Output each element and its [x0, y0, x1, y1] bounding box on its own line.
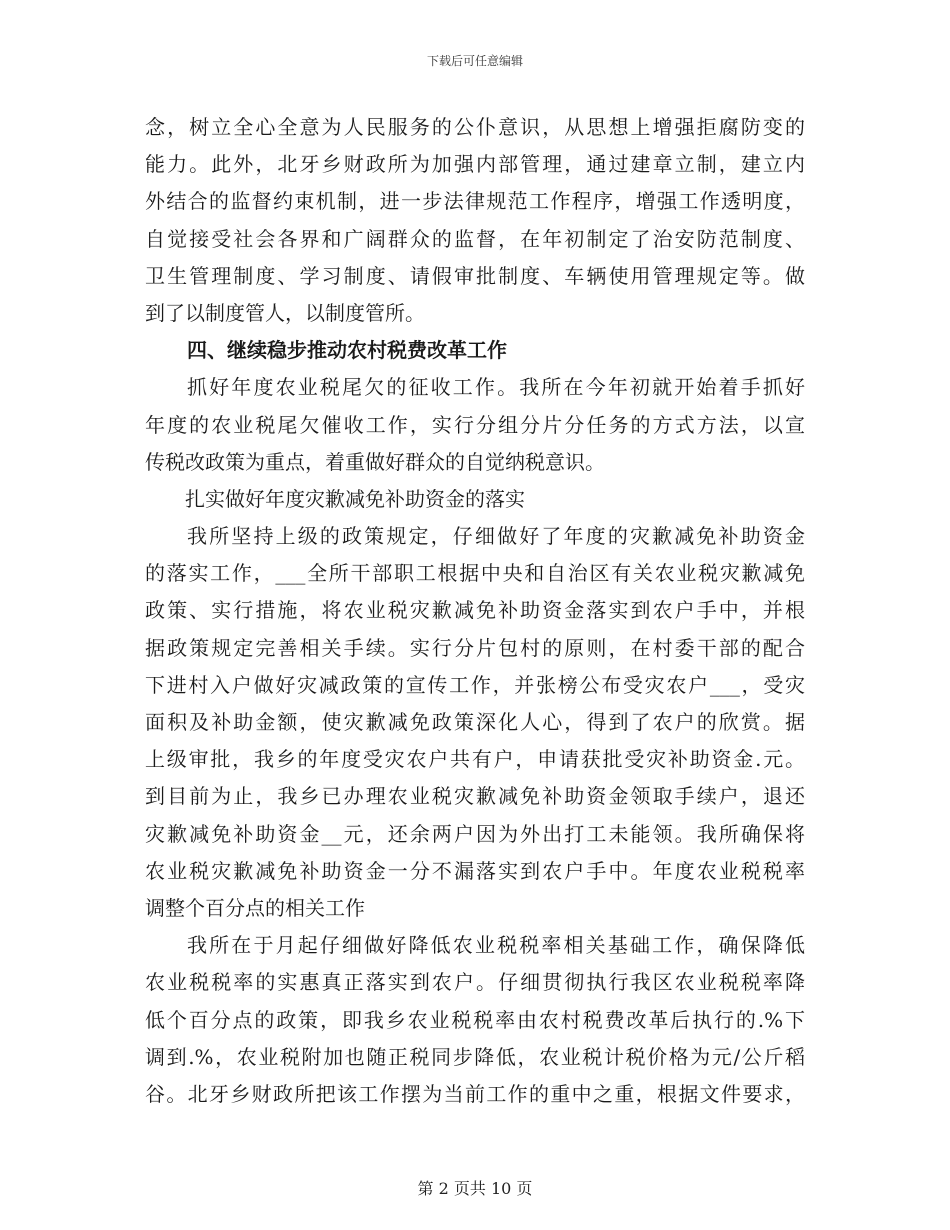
text-line: 上级审批，我乡的年度受灾农户共有户，申请获批受灾补助资金.元。 — [145, 747, 805, 772]
text-line: 的落实工作，___全所干部职工根据中央和自治区有关农业税灾歉减免 — [145, 561, 805, 586]
text-line: 年度的农业税尾欠催收工作，实行分组分片分任务的方式方法，以宣 — [145, 412, 805, 437]
text-line: 卫生管理制度、学习制度、请假审批制度、车辆使用管理规定等。做 — [145, 263, 805, 288]
text-line: 调到.%，农业税附加也随正税同步降低，农业税计税价格为元/公斤稻 — [145, 1044, 805, 1069]
text-line: 面积及补助金额，使灾歉减免政策深化人心，得到了农户的欣赏。据 — [145, 710, 805, 734]
text-line: 谷。北牙乡财政所把该工作摆为当前工作的重中之重，根据文件要求， — [145, 1081, 805, 1106]
text-line: 我所坚持上级的政策规定，仔细做好了年度的灾歉减免补助资金 — [187, 524, 805, 549]
text-line: 能力。此外，北牙乡财政所为加强内部管理，通过建章立制，建立内 — [145, 152, 805, 177]
text-line: 抓好年度农业税尾欠的征收工作。我所在今年初就开始着手抓好 — [187, 375, 805, 400]
document-body — [145, 109, 805, 1113]
text-line: 外结合的监督约束机制，进一步法律规范工作程序，增强工作透明度， — [145, 189, 805, 214]
section-heading: 四、继续稳步推动农村税费改革工作 — [187, 338, 507, 363]
text-line: 自觉接受社会各界和广阔群众的监督，在年初制定了治安防范制度、 — [145, 226, 805, 251]
text-line: 农业税税率的实惠真正落实到农户。仔细贯彻执行我区农业税税率降 — [145, 970, 805, 995]
text-line: 到了以制度管人，以制度管所。 — [145, 300, 425, 325]
text-line: 政策、实行措施，将农业税灾歉减免补助资金落实到农户手中，并根 — [145, 598, 805, 623]
text-line: 我所在于月起仔细做好降低农业税税率相关基础工作，确保降低 — [187, 933, 805, 958]
text-line: 调整个百分点的相关工作 — [145, 895, 365, 920]
text-line: 低个百分点的政策，即我乡农业税税率由农村税费改革后执行的.%下 — [145, 1007, 805, 1032]
text-line: 下进村入户做好灾减政策的宣传工作，并张榜公布受灾农户___，受灾 — [145, 672, 805, 697]
text-line: 据政策规定完善相关手续。实行分片包村的原则，在村委干部的配合 — [145, 635, 805, 660]
text-line: 农业税灾歉减免补助资金一分不漏落实到农户手中。年度农业税税率 — [145, 858, 805, 883]
text-line: 到目前为止，我乡已办理农业税灾歉减免补助资金领取手续户，退还 — [145, 784, 805, 809]
page-header: 下载后可任意编辑 — [426, 54, 523, 68]
text-line: 传税改政策为重点，着重做好群众的自觉纳税意识。 — [145, 449, 605, 474]
text-line: 念，树立全心全意为人民服务的公仆意识，从思想上增强拒腐防变的 — [145, 115, 805, 139]
text-line: 灾歉减免补助资金__元，还余两户因为外出打工未能领。我所确保将 — [145, 821, 805, 846]
subheading-line: 扎实做好年度灾歉减免补助资金的落实 — [185, 486, 525, 511]
page-footer: 第 2 页共 10 页 — [417, 1179, 533, 1198]
